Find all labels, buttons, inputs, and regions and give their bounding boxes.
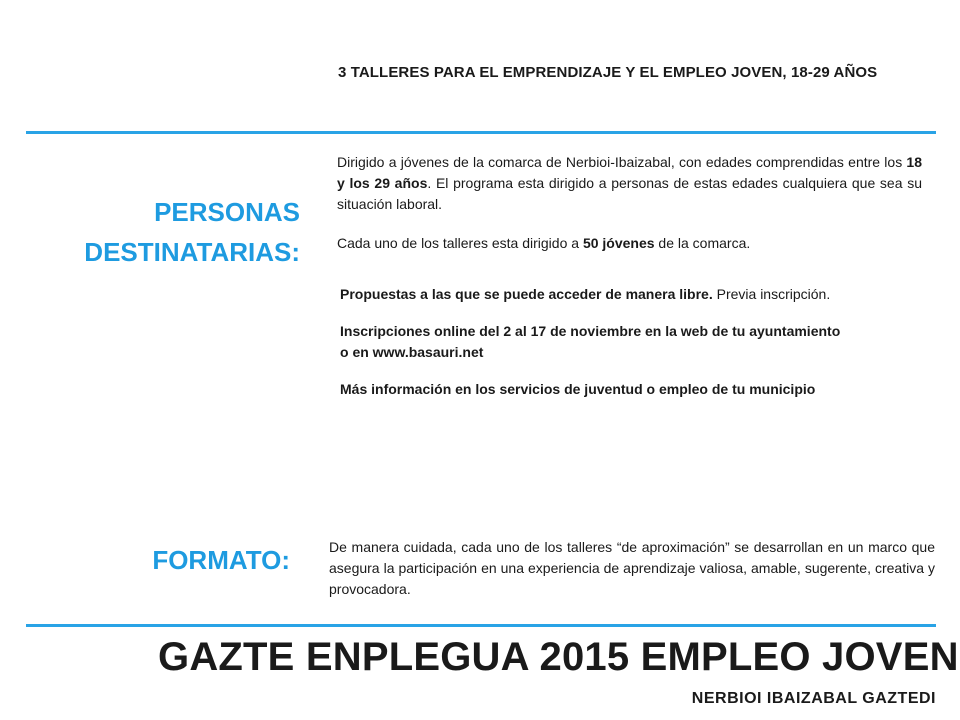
free-access-bold: Propuestas a las que se puede acceder de manera libre. [340,286,713,302]
target-audience-paragraph [337,152,922,215]
registration-line-1: Inscripciones online del 2 al 17 de noviembre en la web de tu ayuntamiento [340,323,841,339]
label-line-1: PERSONAS [154,197,300,227]
top-divider [26,131,936,134]
p2-text-a: Cada uno de los talleres esta dirigido a [337,235,583,251]
footer-subtitle: NERBIOI IBAIZABAL GAZTEDI [691,690,936,707]
free-access-rest: Previa inscripción. [712,286,831,302]
label-line-2: DESTINATARIAS: [84,237,300,268]
registration-line [340,321,930,363]
p1-text-a: Dirigido a jóvenes de la comarca de Nerbioi-Ibaizabal, con edades comprendidas entre los [337,154,907,170]
personas-destinatarias-label [20,192,300,273]
p2-capacity: 50 jóvenes [582,235,655,251]
more-info-line: Más información en los servicios de juventud o empleo de tu municipio [340,381,816,397]
free-access-line [340,284,930,305]
footer-title: GAZTE ENPLEGUA 2015 EMPLEO JOVEN [158,635,959,679]
capacity-paragraph [337,233,937,254]
top-title: 3 TALLERES PARA EL EMPRENDIZAJE Y EL EMPLEO JOVEN, 18-29 AÑOS [338,64,878,81]
formato-label: FORMATO: [152,545,290,575]
p1-text-c: . El programa esta dirigido a personas de estas edades cualquiera que sea su situación laboral. [337,175,922,212]
p1-age-range: 18 y los 29 años [337,154,922,191]
registration-line-2: o en www.basauri.net [340,344,484,360]
registration-info [340,284,930,400]
p2-text-c: de la comarca. [654,235,751,251]
bottom-divider [26,624,936,627]
formato-paragraph: De manera cuidada, cada uno de los talleres “de aproximación” se desarrollan en un marco que asegura la participación en una experiencia de aprendizaje valiosa, amable, sugerente, creativa y provocadora. [329,539,935,597]
